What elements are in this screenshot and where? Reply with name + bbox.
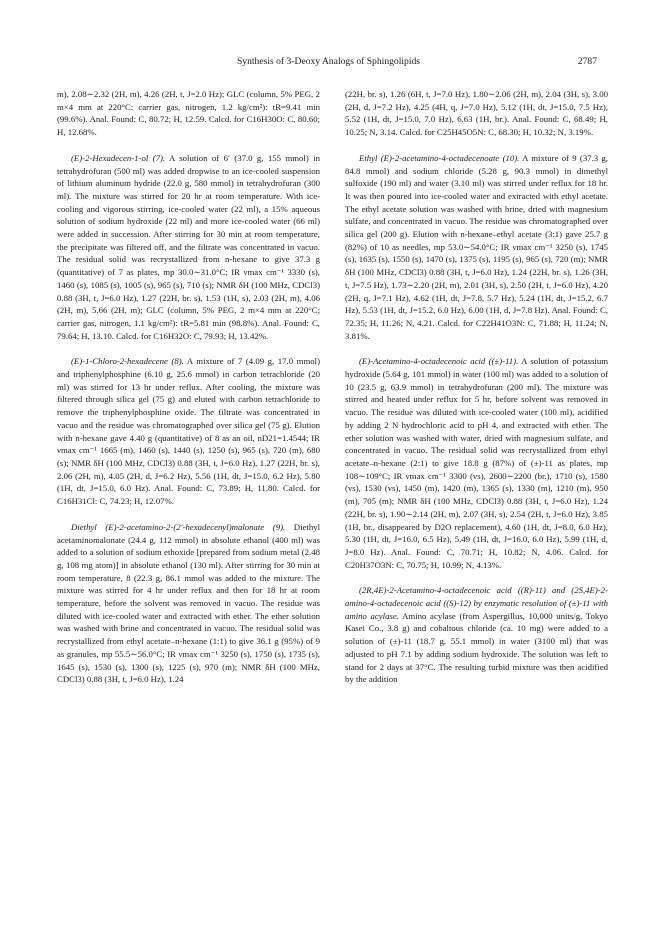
procedure-heading: (E)-Acetamino-4-octadecenoic acid ((±)-11). <box>359 356 519 367</box>
left-column <box>57 88 320 686</box>
paragraph-text: A mixture of 9 (37.3 g, 84.8 mmol) and sodium chloride (5.28 g, 90.3 mmol) in dimethyl sulfoxide (190 ml) and water (3.10 ml) was stirred under reflux for 18 hr. It was then poured into ice-cooled water and extracted with ethyl acetate. The ethyl acetate solution was washed with brine, dried with magnesium sulfate, and concentrated in vacuo. The residue was chromatographed over silica gel (200 g). Elution with n-hexane–ethyl acetate (3:1) gave 25.7 g (82%) of 10 as needles, mp 53.0∼54.0°C; IR νmax cm⁻¹ 3250 (s), 1745 (s), 1635 (s), 1550 (s), 1470 (s), 1375 (s), 1195 (s), 965 (s), 720 (m); NMR δH (100 MHz, CDCl3) 0.88 (3H, t, J=6.0 Hz), 1.24 (22H, br. s), 1.26 (3H, t, J=7.5 Hz), 1.73∼2.20 (2H, m), 2.01 (3H, s), 2.50 (2H, t, J=6.0 Hz), 4.20 (2H, q, J=7.1 Hz), 4.62 (1H, dt, J=7.8, 5.7 Hz), 5.24 (1H, dt, J=15.2, 6.7 Hz), 5.53 (1H, dt, J=15.2, 6.0 Hz), 6.00 (1H, d, J=7.8 Hz). Anal. Found: C, 72.35; H, 11.26; N, 4.21. Calcd. for C22H41O3N: C, 71.88; H, 11.24; N, 3.81%. <box>345 152 608 341</box>
procedure-heading: Ethyl (E)-2-acetamino-4-octadecenoate (10). <box>359 152 520 163</box>
paragraph-continuation <box>345 88 608 139</box>
procedure-compound-9 <box>57 521 320 686</box>
paragraph-text: m), 2.08∼2.32 (2H, m), 4.26 (2H, t, J=2.0 Hz); GLC (column, 5% PEG, 2 m×4 mm at 220°C: carrier gas, nitrogen, 1.2 kg/cm²): tR=9.41 min (99.6%). Anal. Found: C, 80.72; H, 12.59. Calcd. for C16H30O: C, 80.60; H, 12.68%. <box>57 89 320 138</box>
procedure-compound-7 <box>57 152 320 343</box>
page-number: 2787 <box>577 56 597 67</box>
paragraph-text: (22H, br. s), 1.26 (6H, t, J=7.0 Hz), 1.80∼2.06 (2H, m), 2.04 (3H, s), 3.00 (2H, d, J=7.2 Hz), 4.25 (4H, q, J=7.0 Hz), 5.12 (1H, dt, J=15.0, 7.5 Hz), 5.52 (1H, dt, J=15.0, 7.0 Hz), 6.63 (1H, br.). Anal. Found: C, 68.49; H, 10.25; N, 3.14. Calcd. for C25H45O5N: C, 68.30; H, 10.32; N, 3.19%. <box>345 89 608 138</box>
procedure-compound-8 <box>57 355 320 507</box>
procedure-heading: (E)-2-Hexadecen-1-ol (7). <box>71 152 166 163</box>
paragraph-text: A solution of 6′ (37.0 g, 155 mmol) in tetrahydrofuran (500 ml) was added dropwise to an ice-cooled suspension of lithium aluminum hydride (22.0 g, 580 mmol) in tetrahydrofuran (300 ml). The mixture was stirred for 20 hr at room temperature. With ice-cooling and vigorous stirring, ice-cooled water (22 ml), a 15% aqueous solution of sodium hydroxide (22 ml) and more ice-cooled water (66 ml) were added in succession. After stirring for 30 min at room temperature, the precipitate was filtered off, and the filtrate was concentrated in vacuo. The residual solid was recrystallized from n-hexane to give 37.3 g (quantitative) of 7 as plates, mp 30.0∼31.0°C; IR νmax cm⁻¹ 3330 (s), 1460 (s), 1085 (s), 1005 (s), 965 (s), 710 (s); NMR δH (100 MHz, CDCl3) 0.88 (3H, t, J=6.0 Hz), 1.27 (22H, br. s), 1.53 (1H, s), 2.03 (2H, m), 4.06 (2H, m), 5.66 (2H, m); GLC (column, 5% PEG, 2 m×4 mm at 220°C; carrier gas, nitrogen, 1.1 kg/cm²): tR=5.81 min (98.8%). Anal. Found: C, 79.64; H, 13.10. Calcd. for C16H32O: C, 79.93; H, 13.42%. <box>57 152 320 341</box>
paragraph-continuation <box>57 88 320 139</box>
paragraph-text: Diethyl acetaminomalonate (24.4 g, 112 mmol) in absolute ethanol (400 ml) was added to a solution of sodium ethoxide [prepared from sodium metal (2.48 g, 108 mg atom)] in absolute ethanol (130 ml). After stirring for 30 min at room temperature, 8 (22.3 g, 86.1 mmol was added to the mixture. The mixture was stirred for 4 hr under reflux and then for 18 hr at room temperature, before the solvent was removed in vacuo. The residue was diluted with ice-cooled water and extracted with ether. The ether solution was washed with brine and concentrated in vacuo. The residual solid was recrystallized from ethyl acetate–n-hexane (1:1) to give 36.1 g (95%) of 9 as granules, mp 55.5∼56.0°C; IR νmax cm⁻¹ 3250 (s), 1750 (s), 1735 (s), 1645 (s), 1530 (s), 1300 (s), 1225 (s), 970 (m); NMR δH (100 MHz, CDCl3) 0.88 (3H, t, J=6.0 Hz), 1.24 <box>57 521 321 685</box>
running-head <box>0 55 657 69</box>
paragraph-text: A mixture of 7 (4.09 g, 17.0 mmol) and triphenylphosphine (6.10 g, 25.6 mmol) in carbon tetrachloride (20 ml) was stirred for 13 hr under reflux. After cooling, the mixture was filtered through silica gel (75 g) and eluted with carbon tetrachloride to remove the triphenylphosphine oxide. The filtrate was concentrated in vacuo and the residue was chromatographed over silica gel (75 g). Elution with n-hexane gave 4.40 g (quantitative) of 8 as an oil, nD21=1.4544; IR νmax cm⁻¹ 1665 (m), 1460 (s), 1440 (s), 1250 (s), 965 (s), 720 (m), 680 (s); NMR δH (100 MHz, CDCl3) 0.88 (3H, t, J=6.0 Hz), 1.27 (22H, br. s), 2.06 (2H, m), 4.05 (2H, d, J=6.2 Hz), 5.56 (1H, dt, J=15.0, 6.2 Hz), 5.80 (1H, dt, J=15.0, 6.0 Hz). Anal. Found: C, 73.89; H, 11.80. Calcd. for C16H31Cl: C, 74.23; H, 12.07%. <box>57 356 320 507</box>
procedure-compound-10 <box>345 152 608 343</box>
running-title: Synthesis of 3-Deoxy Analogs of Sphingolipids <box>236 56 421 67</box>
paragraph-text: A solution of potassium hydroxide (5.64 g, 101 mmol) in water (100 ml) was added to a solution of 10 (23.5 g, 63.9 mmol) in tetrahydrofuran (200 ml). The mixture was stirred and heated under reflux for 5 hr, before solvent was removed in vacuo. The residue was diluted with ice-cooled water (100 ml), acidified by adding 2 N hydrochloric acid to pH 4, and extracted with ether. The ether solution was washed with water, dried with magnesium sulfate, and concentrated in vacuo. The residual solid was recrystallized from ethyl acetate–n-hexane (2:1) to give 18.8 g (87%) of (±)-11 as plates, mp 108∼109°C; IR νmax cm⁻¹ 3300 (vs), 2600∼2200 (br.), 1710 (s), 1580 (vs), 1530 (vs), 1450 (m), 1420 (m), 1365 (s), 1330 (m), 1210 (m), 950 (m), 705 (m); NMR δH (100 MHz, CDCl3) 0.88 (3H, t, J=6.0 Hz), 1.24 (22H, br. s), 1.90∼2.14 (2H, m), 2.07 (3H, s), 2.54 (2H, t, J=6.0 Hz), 3.85 (1H, br., disappeared by D2O replacement), 4.60 (1H, dt, J=8.0, 6.0 Hz), 5.30 (1H, dt, J=16.0, 6.5 Hz), 5.49 (1H, dt, J=16.0, 6.0 Hz), 5.99 (1H, d, J=8.0 Hz). Anal. Found: C, 70.71; H, 10.82; N, 4.06. Calcd. for C20H37O3N: C, 70.75; H, 10.99; N, 4.13%. <box>345 356 608 570</box>
procedure-enzymatic-resolution <box>345 584 608 686</box>
procedure-heading: Diethyl (E)-2-acetamino-2-(2′-hexadecenyl)malonate (9). <box>71 521 286 532</box>
procedure-heading: (2R,4E)-2-Acetamino-4-octadecenoic acid ((R)-11) and (2S,4E)-2-amino-4-octadecenoic acid ((S)-12) by enzymatic resolution of (±)-11 with amino acylase. <box>345 585 608 621</box>
procedure-compound-11 <box>345 355 608 571</box>
paragraph-text: Amino acylase (from Aspergillus, 10,000 units/g, Tokyo Kasei Co., 3.8 g) and cobaltous chloride (ca. 10 mg) were added to a solution of (±)-11 (18.7 g, 55.1 mmol) in water (3100 ml) that was adjusted to pH 7.1 by adding sodium hydroxide. The solution was left to stand for 2 days at 37°C. The resulting turbid mixture was then acidified by the addition <box>345 610 608 685</box>
procedure-heading: (E)-1-Chloro-2-hexadecene (8). <box>71 356 184 367</box>
right-column <box>345 88 608 686</box>
